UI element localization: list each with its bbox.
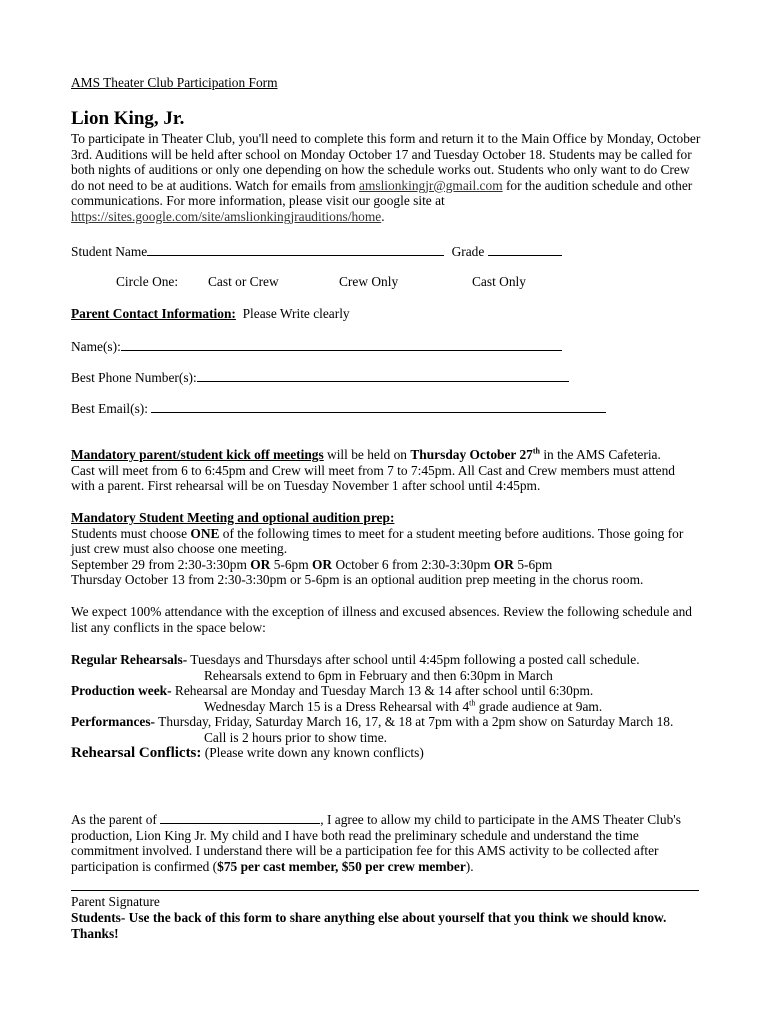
circle-one-label: Circle One: <box>116 274 179 289</box>
regular-rehearsals-label: Regular Rehearsals- <box>71 652 188 667</box>
child-name-field[interactable] <box>160 811 320 824</box>
rehearsal-conflicts-heading: Rehearsal Conflicts: (Please write down any known conflicts) <box>71 745 424 761</box>
student-meeting-heading: Mandatory Student Meeting and optional audition prep: <box>71 510 395 525</box>
option-cast-only[interactable]: Cast Only <box>472 274 526 289</box>
grade-field[interactable] <box>488 243 562 256</box>
signature-line[interactable] <box>71 890 699 891</box>
parent-email-row <box>71 400 701 417</box>
attendance-paragraph: We expect 100% attendance with the exception of illness and excused absences. Review the following schedule and list any conflicts in the space below: <box>71 604 693 635</box>
student-meeting-section: Mandatory Student Meeting and optional audition prep: Students must choose ONE of the following times to meet for a student meeting before auditions. Those going for just crew must also choose one meeting. September 29 from 2:30-3:30pm OR 5-6pm OR October 6 from 2:30-3:30pm OR 5-6pm Thursday October 13 from 2:30-3:30pm or 5-6pm is an optional audition prep meeting in the chorus room. <box>71 510 701 588</box>
parent-phone-label: Best Phone Number(s): <box>71 370 197 385</box>
footer-note: Students- Use the back of this form to share anything else about yourself that you think we should know. Thanks! <box>71 910 667 941</box>
signature-label: Parent Signature <box>71 894 160 909</box>
contact-email-link[interactable]: amslionkingjr@gmail.com <box>359 177 503 193</box>
grade-label: Grade <box>451 244 485 259</box>
parent-email-label: Best Email(s): <box>71 401 148 416</box>
parent-phone-row <box>71 369 701 386</box>
kickoff-paragraph: Mandatory parent/student kick off meetings will be held on Thursday October 27th in the AMS Cafeteria. Cast will meet from 6 to 6:45pm and Crew will meet from 7 to 7:45pm. All Cast and Crew members must attend with a parent. First rehearsal will be on Tuesday November 1 after school until 4:45pm. <box>71 446 675 494</box>
form-header-text: AMS Theater Club Participation Form <box>71 75 278 90</box>
option-cast-or-crew[interactable]: Cast or Crew <box>208 274 279 289</box>
rehearsal-schedule: Regular Rehearsals- Tuesdays and Thursdays after school until 4:45pm following a posted call schedule. Rehearsals extend to 6pm in February and then 6:30pm in March Production week- Rehearsal are Monday and Tuesday March 13 & 14 after school until 6:30pm. Wednesday March 15 is a Dress Rehearsal with 4th grade audience at 9am. Performances- Thursday, Friday, Saturday March 16, 17, & 18 at 7pm with a 2pm show on Saturday March 18. Call is 2 hours prior to show time. <box>71 652 674 745</box>
student-name-label: Student Name <box>71 244 148 259</box>
student-name-field[interactable] <box>147 243 444 256</box>
google-site-link[interactable]: https://sites.google.com/site/amslionkingjrauditions/home <box>71 208 382 224</box>
parent-names-label: Name(s): <box>71 339 121 354</box>
production-week-label: Production week- <box>71 683 172 699</box>
parent-phone-field[interactable] <box>197 369 569 382</box>
page-title: Lion King, Jr. <box>71 108 185 129</box>
parent-names-field[interactable] <box>121 338 562 351</box>
performances-label: Performances- <box>71 714 156 730</box>
intro-paragraph: To participate in Theater Club, you'll need to complete this form and return it to the Main Office by Monday, October 3rd. Auditions will be held after school on Monday October 17 and Tuesday October 18. Students may be called for both nights of auditions or only one depending on how the schedule works out. Students who only want to do Crew do not need to be at auditions. Watch for emails from amslionkingjr@gmail.com for the audition schedule and other communications. For more information, please visit our google site at https://sites.google.com/site/amslionkingjrauditions/home. <box>71 131 701 224</box>
parent-contact-heading: Parent Contact Information: Please Write clearly <box>71 306 350 321</box>
student-row <box>71 243 701 260</box>
parent-email-field[interactable] <box>151 400 606 413</box>
conflicts-field[interactable] <box>71 762 701 806</box>
parent-names-row <box>71 338 701 355</box>
form-header <box>71 75 701 91</box>
consent-paragraph: As the parent of , I agree to allow my child to participate in the AMS Theater Club's production, Lion King Jr. My child and I have both read the preliminary schedule and understand the time commitment involved. I understand there will be a participation fee for this AMS activity to be collected after participation is confirmed ($75 per cast member, $50 per crew member). <box>71 812 681 874</box>
option-crew-only[interactable]: Crew Only <box>339 274 399 289</box>
